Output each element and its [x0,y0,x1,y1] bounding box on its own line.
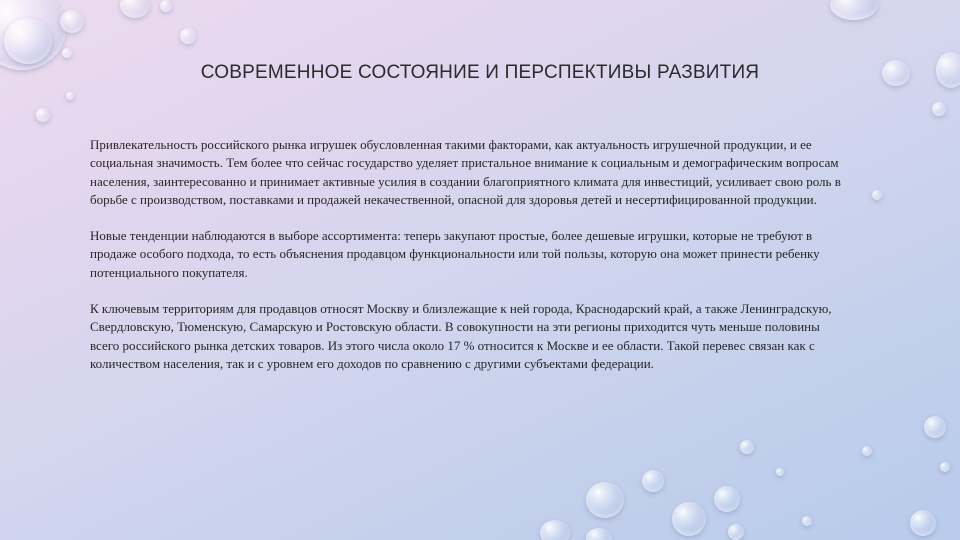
water-drop-decoration [36,108,50,122]
water-drop-decoration [4,18,52,64]
water-drop-decoration [932,102,946,116]
water-drop-decoration [586,482,624,518]
water-drop-decoration [66,92,74,100]
water-drop-decoration [862,446,872,456]
water-drop-decoration [586,528,612,540]
water-drop-decoration [936,52,960,88]
water-drop-decoration [60,10,84,33]
water-drop-decoration [160,0,172,12]
water-drop-decoration [62,48,72,58]
water-drop-decoration [940,462,950,472]
water-drop-decoration [740,440,754,454]
water-drop-decoration [882,60,910,86]
water-drop-decoration [776,468,784,476]
slide-title: СОВРЕМЕННОЕ СОСТОЯНИЕ И ПЕРСПЕКТИВЫ РАЗВИТИЯ [200,62,760,83]
water-drop-decoration [540,520,570,540]
water-drop-decoration [924,416,946,438]
water-drop-decoration [830,0,878,20]
slide-body [90,136,850,391]
water-drop-decoration [910,510,936,536]
paragraph: К ключевым территориям для продавцов относят Москву и близлежащие к ней города, Краснодарский край, а также Ленинградскую, Свердловскую, Тюменскую, Самарскую и Ростовскую области. В совокупности на эти регионы приходится чуть меньше половины всего российского рынка детских товаров. Из этого числа около 17 % относится к Москве и ее области. Такой перевес связан как с количеством населения, так и с уровнем его доходов по сравнению с другими субъектами федерации. [90,301,832,371]
water-drop-decoration [672,502,706,536]
water-drop-decoration [802,516,812,526]
paragraph: Новые тенденции наблюдаются в выборе ассортимента: теперь закупают простые, более дешевые игрушки, которые не требуют в продаже особого подхода, то есть объяснения продавцом функциональности или той пользы, которую она может принести ребенку потенциального покупателя. [90,228,820,280]
water-drop-decoration [872,190,882,200]
water-drop-decoration [714,486,740,512]
water-drop-decoration [728,524,744,540]
water-drop-decoration [120,0,150,18]
water-drop-decoration [180,28,196,44]
water-drop-decoration [642,470,664,492]
paragraph: Привлекательность российского рынка игрушек обусловленная такими факторами, как актуальность игрушечной продукции, и ее социальная значимость. Тем более что сейчас государство уделяет пристальное внимание к социальным и демографическим вопросам населения, заинтересованно и принимает активные усилия в создании благоприятного климата для инвестиций, усиливает свою роль в борьбе с производством, поставками и продажей некачественной, опасной для здоровья детей и несертифицированной продукции. [90,137,841,207]
